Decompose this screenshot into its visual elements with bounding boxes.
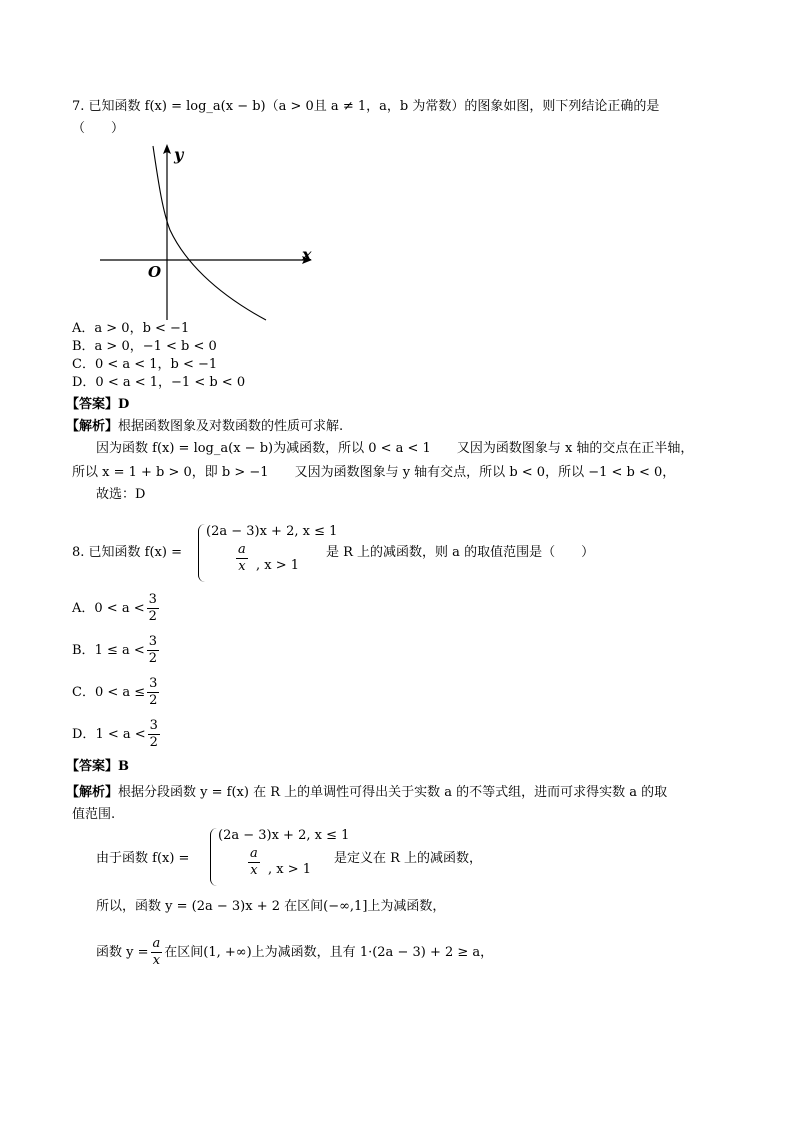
q7-answer: 【答案】D [66,397,130,412]
q8-option-d: D．1 < a < $\frac{3}{2}$ [72,718,158,750]
q8-stem-prefix: 8. 已知函数 f(x) = [72,545,182,560]
q7-log-graph [96,142,326,324]
q8-step1-fraction: $\frac{a}{x}$ [250,846,258,878]
q7-analysis-line1: 因为函数 f(x) = log_a(x − b)为减函数，所以 0 < a < 1 又因为函数图象与 x 轴的交点在正半轴， [96,441,694,456]
q8-piece2-fraction: $\frac{a}{x}$ [238,542,246,574]
q7-option-d: D．0 < a < 1，−1 < b < 0 [72,375,246,390]
q7-stem-line2: （ ） [72,121,125,136]
q7-stem-line1: 7. 已知函数 f(x) = log_a(x − b)（a > 0且 a ≠ 1，a，b 为常数）的图象如图，则下列结论正确的是 [72,99,660,114]
q8-analysis-intro2: 值范围. [72,807,116,822]
q8-step3: 函数 y = $\frac{a}{x}$ 在区间(1, +∞)上为减函数，且有 1·(2a − 3) + 2 ≥ a， [96,936,494,968]
q8-step2: 所以，函数 y = (2a − 3)x + 2 在区间(−∞,1]上为减函数， [96,899,446,914]
q8-step1-prefix: 由于函数 f(x) = [96,851,190,866]
graph-origin-label: O [148,263,162,281]
q8-step1-piece1: (2a − 3)x + 2, x ≤ 1 [218,828,350,843]
analysis-title: 【解析】 [66,785,119,800]
q7-analysis-line2: 所以 x = 1 + b > 0，即 b > −1 又因为函数图象与 y 轴有交点，所以 b < 0，所以 −1 < b < 0， [72,465,676,480]
fraction: $\frac{3}{2}$ [148,592,157,624]
q8-step1-suffix: 是定义在 R 上的减函数， [334,851,483,866]
q8-option-a: A．0 < a < $\frac{3}{2}$ [72,592,157,624]
q7-analysis-line3: 故选：D [96,487,146,502]
q8-piece2-cond: , x > 1 [256,558,300,573]
analysis-title: 【解析】 [66,419,119,434]
graph-x-label: x [302,245,312,264]
q8-stem-suffix: 是 R 上的减函数，则 a 的取值范围是（ ） [326,545,595,560]
fraction: $\frac{3}{2}$ [148,634,158,666]
q8-option-c: C．0 < a ≤ $\frac{3}{2}$ [72,676,158,708]
q8-option-b: B．1 ≤ a < $\frac{3}{2}$ [72,634,158,666]
q7-analysis-intro: 【解析】根据函数图象及对数函数的性质可求解. [66,419,344,434]
q7-option-c: C．0 < a < 1，b < −1 [72,357,218,372]
q8-answer: 【答案】B [66,759,129,774]
fraction: $\frac{a}{x}$ [152,936,161,968]
q8-analysis-intro: 【解析】根据分段函数 y = f(x) 在 R 上的单调性可得出关于实数 a 的不等式组，进而可求得实数 a 的取 [66,785,668,800]
q8-step1-piece2-cond: , x > 1 [268,862,312,877]
q7-option-b: B．a > 0，−1 < b < 0 [72,339,217,354]
fraction: $\frac{3}{2}$ [149,718,158,750]
fraction: $\frac{3}{2}$ [149,676,158,708]
q8-piece1: (2a − 3)x + 2, x ≤ 1 [206,524,338,539]
graph-y-label: y [174,145,184,164]
q7-option-a: A．a > 0，b < −1 [72,321,190,336]
